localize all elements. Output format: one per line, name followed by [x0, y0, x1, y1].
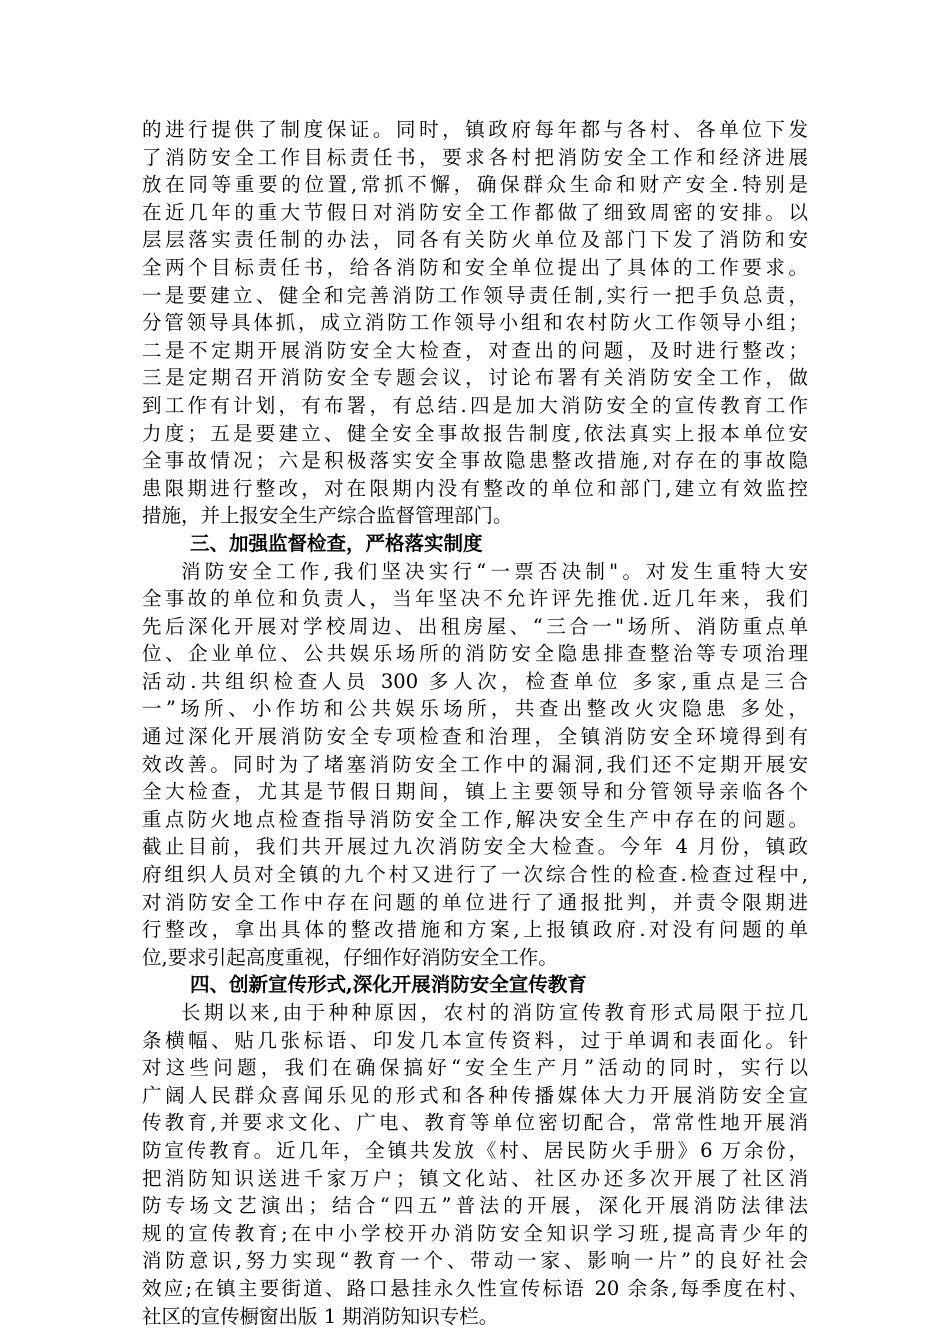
- text-line: 措施，并上报安全生产综合监督管理部门。: [142, 504, 513, 528]
- paragraph-inspection: [142, 558, 808, 972]
- text-line: 一是要建立、健全和完善消防工作领导责任制,实行一把手负总责，: [142, 283, 808, 307]
- text-line: 把消防知识送进千家万户；镇文化站、社区办还多次开展了社区消: [142, 1166, 808, 1190]
- text-line: 全事故的单位和负责人，当年坚决不允许评先推优.近几年来，我们: [142, 587, 808, 611]
- paragraph-responsibility: [142, 116, 808, 530]
- text-line: 全两个目标责任书，给各消防和安全单位提出了具体的工作要求。: [142, 255, 808, 279]
- text-line: 长期以来,由于种种原因，农村的消防宣传教育形式局限于拉几: [181, 1001, 808, 1024]
- text-line: 位,要求引起高度重视，仔细作好消防安全工作。: [142, 945, 558, 969]
- text-line: 规的宣传教育;在中小学校开办消防安全知识学习班,提高青少年的: [142, 1221, 808, 1245]
- text-line: 层层落实责任制的办法，同各有关防火单位及部门下发了消防和安: [142, 228, 808, 252]
- text-line: 三是定期召开消防安全专题会议，讨论布署有关消防安全工作，做: [142, 366, 808, 390]
- paragraph-publicity: [142, 999, 808, 1330]
- text-line: 截止目前，我们共开展过九次消防安全大检查。今年 4 月份，镇政: [142, 835, 808, 859]
- document-page: [142, 116, 808, 1330]
- text-line: 活动.共组织检查人员 300 多人次，检查单位 多家,重点是三合: [142, 669, 808, 693]
- text-line: 在近几年的重大节假日对消防安全工作都做了细致周密的安排。以: [142, 200, 808, 224]
- text-line: 消防安全工作,我们坚决实行“一票否决制"。对发生重特大安: [181, 559, 808, 583]
- text-line: 放在同等重要的位置,常抓不懈，确保群众生命和财产安全.特别是: [142, 173, 808, 197]
- text-line: 效改善。同时为了堵塞消防安全工作中的漏洞,我们还不定期开展安: [142, 752, 808, 776]
- text-line: 分管领导具体抓，成立消防工作领导小组和农村防火工作领导小组；: [142, 311, 808, 335]
- text-line: 位、企业单位、公共娱乐场所的消防安全隐患排查整治等专项治理: [142, 642, 808, 666]
- text-line: 广阔人民群众喜闻乐见的形式和各种传播媒体大力开展消防安全宣: [142, 1083, 808, 1107]
- text-line: 到工作有计划，有布署，有总结.四是加大消防安全的宣传教育工作: [142, 393, 808, 417]
- text-line: 效应;在镇主要街道、路口悬挂永久性宣传标语 20 余条,每季度在村、: [142, 1276, 808, 1300]
- text-line: 全事故情况；六是积极落实安全事故隐患整改措施,对存在的事故隐: [142, 449, 808, 473]
- text-line: 通过深化开展消防安全专项检查和治理，全镇消防安全环境得到有: [142, 725, 808, 749]
- section-heading-4: 四、创新宣传形式,深化开展消防安全宣传教育: [190, 973, 587, 997]
- text-line: 全大检查，尤其是节假日期间，镇上主要领导和分管领导亲临各个: [142, 780, 808, 804]
- text-line: 一”场所、小作坊和公共娱乐场所，共查出整改火灾隐患 多处，: [142, 697, 808, 721]
- text-line: 患限期进行整改，对在限期内没有整改的单位和部门,建立有效监控: [142, 476, 808, 500]
- section-heading-3: 三、加强监督检查，严格落实制度: [190, 531, 483, 555]
- text-line: 重点防火地点检查指导消防安全工作,解决安全生产中存在的问题。: [142, 807, 808, 831]
- text-line: 二是不定期开展消防安全大检查，对查出的问题，及时进行整改；: [142, 338, 808, 362]
- text-line: 传教育,并要求文化、广电、教育等单位密切配合，常常性地开展消: [142, 1111, 808, 1135]
- text-line: 先后深化开展对学校周边、出租房屋、“三合一"场所、消防重点单: [142, 614, 808, 638]
- text-line: 防宣传教育。近几年，全镇共发放《村、居民防火手册》6 万余份，: [142, 1138, 808, 1162]
- text-line: 行整改，拿出具体的整改措施和方案,上报镇政府.对没有问题的单: [142, 918, 808, 942]
- text-line: 对消防安全工作中存在问题的单位进行了通报批判，并责令限期进: [142, 890, 808, 914]
- text-line: 防专场文艺演出；结合“四五”普法的开展，深化开展消防法律法: [142, 1194, 808, 1218]
- text-line: 对这些问题，我们在确保搞好“安全生产月”活动的同时，实行以: [142, 1056, 808, 1080]
- text-line: 了消防安全工作目标责任书，要求各村把消防安全工作和经济进展: [142, 145, 808, 169]
- text-line: 社区的宣传橱窗出版 1 期消防知识专栏。: [142, 1304, 499, 1328]
- text-line: 的进行提供了制度保证。同时，镇政府每年都与各村、各单位下发: [142, 118, 808, 141]
- text-line: 条横幅、贴几张标语、印发几本宣传资料，过于单调和表面化。针: [142, 1028, 808, 1052]
- text-line: 力度；五是要建立、健全安全事故报告制度,依法真实上报本单位安: [142, 421, 808, 445]
- text-line: 府组织人员对全镇的九个村又进行了一次综合性的检查.检查过程中,: [142, 863, 808, 887]
- text-line: 消防意识,努力实现“教育一个、带动一家、影响一片”的良好社会: [142, 1249, 808, 1273]
